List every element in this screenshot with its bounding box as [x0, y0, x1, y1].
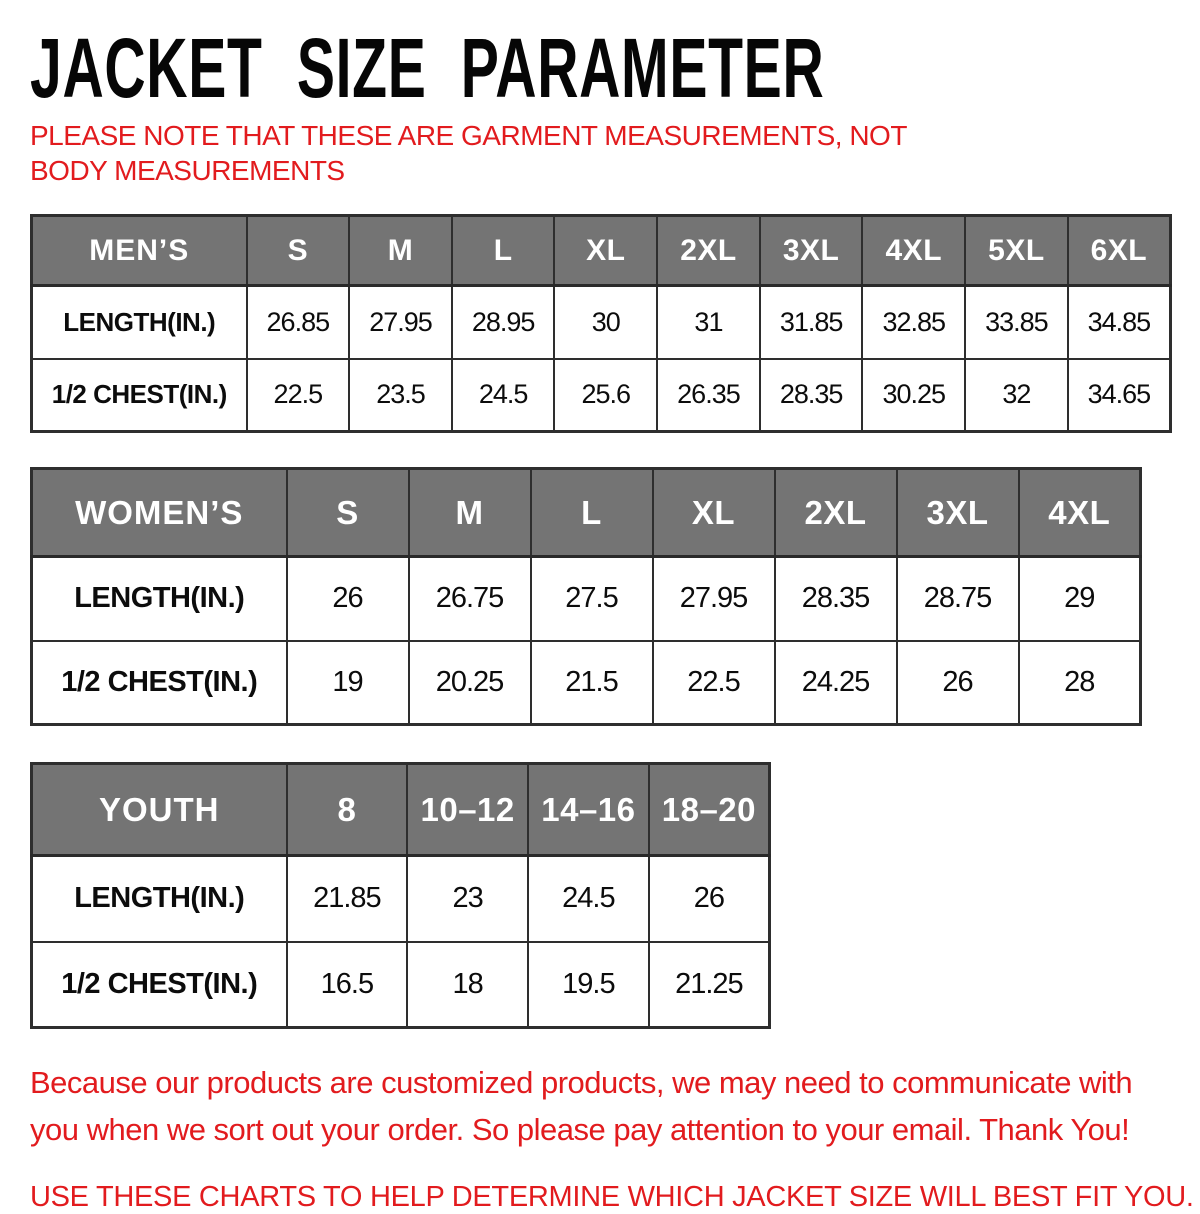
group-label-cell: WOMEN’S: [32, 469, 287, 557]
row-label-cell: 1/2 CHEST(IN.): [32, 641, 287, 725]
header-row: [32, 469, 1141, 557]
row-label-cell: LENGTH(IN.): [32, 557, 287, 641]
size-header-cell: 6XL: [1068, 216, 1171, 286]
youth-size-table: [30, 762, 771, 1029]
value-cell: 24.5: [528, 856, 649, 942]
garment-measurement-note: PLEASE NOTE THAT THESE ARE GARMENT MEASUREMENTS, NOT BODY MEASUREMENTS: [30, 120, 907, 186]
page-title: JACKET SIZE PARAMETER: [30, 21, 825, 115]
value-cell: 26.85: [247, 286, 350, 359]
row-label-cell: 1/2 CHEST(IN.): [32, 942, 287, 1028]
measurement-row: [32, 641, 1141, 725]
size-header-cell: 4XL: [862, 216, 965, 286]
measurement-row: [32, 557, 1141, 641]
value-cell: 22.5: [653, 641, 775, 725]
row-label-cell: 1/2 CHEST(IN.): [32, 359, 247, 432]
customization-notice: Because our products are customized products, we may need to communicate with you when we sort out your order. So please pay attention to your email. Thank You!: [30, 1065, 1133, 1147]
value-cell: 22.5: [247, 359, 350, 432]
value-cell: 34.65: [1068, 359, 1171, 432]
value-cell: 34.85: [1068, 286, 1171, 359]
value-cell: 28: [1019, 641, 1141, 725]
size-header-cell: XL: [653, 469, 775, 557]
value-cell: 26.75: [409, 557, 531, 641]
value-cell: 23.5: [349, 359, 452, 432]
mens-size-table: [30, 214, 1172, 433]
size-header-cell: 4XL: [1019, 469, 1141, 557]
size-header-cell: 5XL: [965, 216, 1068, 286]
size-header-cell: 3XL: [760, 216, 863, 286]
size-header-cell: M: [349, 216, 452, 286]
value-cell: 33.85: [965, 286, 1068, 359]
size-header-cell: 18–20: [649, 764, 770, 856]
value-cell: 30.25: [862, 359, 965, 432]
row-label-cell: LENGTH(IN.): [32, 286, 247, 359]
header-row: [32, 764, 770, 856]
value-cell: 25.6: [554, 359, 657, 432]
value-cell: 19.5: [528, 942, 649, 1028]
womens-size-table: [30, 467, 1142, 726]
value-cell: 32: [965, 359, 1068, 432]
size-header-cell: M: [409, 469, 531, 557]
value-cell: 21.5: [531, 641, 653, 725]
size-header-cell: 14–16: [528, 764, 649, 856]
value-cell: 21.25: [649, 942, 770, 1028]
value-cell: 27.95: [349, 286, 452, 359]
value-cell: 26: [649, 856, 770, 942]
value-cell: 27.95: [653, 557, 775, 641]
value-cell: 19: [287, 641, 409, 725]
value-cell: 16.5: [287, 942, 408, 1028]
measurement-row: [32, 286, 1171, 359]
size-header-cell: 2XL: [657, 216, 760, 286]
size-header-cell: L: [531, 469, 653, 557]
value-cell: 18: [407, 942, 528, 1028]
size-header-cell: 2XL: [775, 469, 897, 557]
value-cell: 20.25: [409, 641, 531, 725]
row-label-cell: LENGTH(IN.): [32, 856, 287, 942]
value-cell: 32.85: [862, 286, 965, 359]
group-label-cell: YOUTH: [32, 764, 287, 856]
size-header-cell: S: [287, 469, 409, 557]
value-cell: 23: [407, 856, 528, 942]
size-header-cell: XL: [554, 216, 657, 286]
value-cell: 28.95: [452, 286, 555, 359]
header-row: [32, 216, 1171, 286]
value-cell: 28.75: [897, 557, 1019, 641]
fit-advice-line: USE THESE CHARTS TO HELP DETERMINE WHICH JACKET SIZE WILL BEST FIT YOU.: [30, 1181, 1194, 1213]
size-header-cell: 8: [287, 764, 408, 856]
value-cell: 31: [657, 286, 760, 359]
value-cell: 24.25: [775, 641, 897, 725]
value-cell: 28.35: [760, 359, 863, 432]
measurement-row: [32, 856, 770, 942]
value-cell: 29: [1019, 557, 1141, 641]
value-cell: 28.35: [775, 557, 897, 641]
value-cell: 24.5: [452, 359, 555, 432]
size-header-cell: 10–12: [407, 764, 528, 856]
value-cell: 21.85: [287, 856, 408, 942]
value-cell: 31.85: [760, 286, 863, 359]
group-label-cell: MEN’S: [32, 216, 247, 286]
value-cell: 30: [554, 286, 657, 359]
value-cell: 26: [897, 641, 1019, 725]
value-cell: 26: [287, 557, 409, 641]
size-header-cell: L: [452, 216, 555, 286]
measurement-row: [32, 942, 770, 1028]
value-cell: 27.5: [531, 557, 653, 641]
size-header-cell: 3XL: [897, 469, 1019, 557]
size-header-cell: S: [247, 216, 350, 286]
value-cell: 26.35: [657, 359, 760, 432]
measurement-row: [32, 359, 1171, 432]
